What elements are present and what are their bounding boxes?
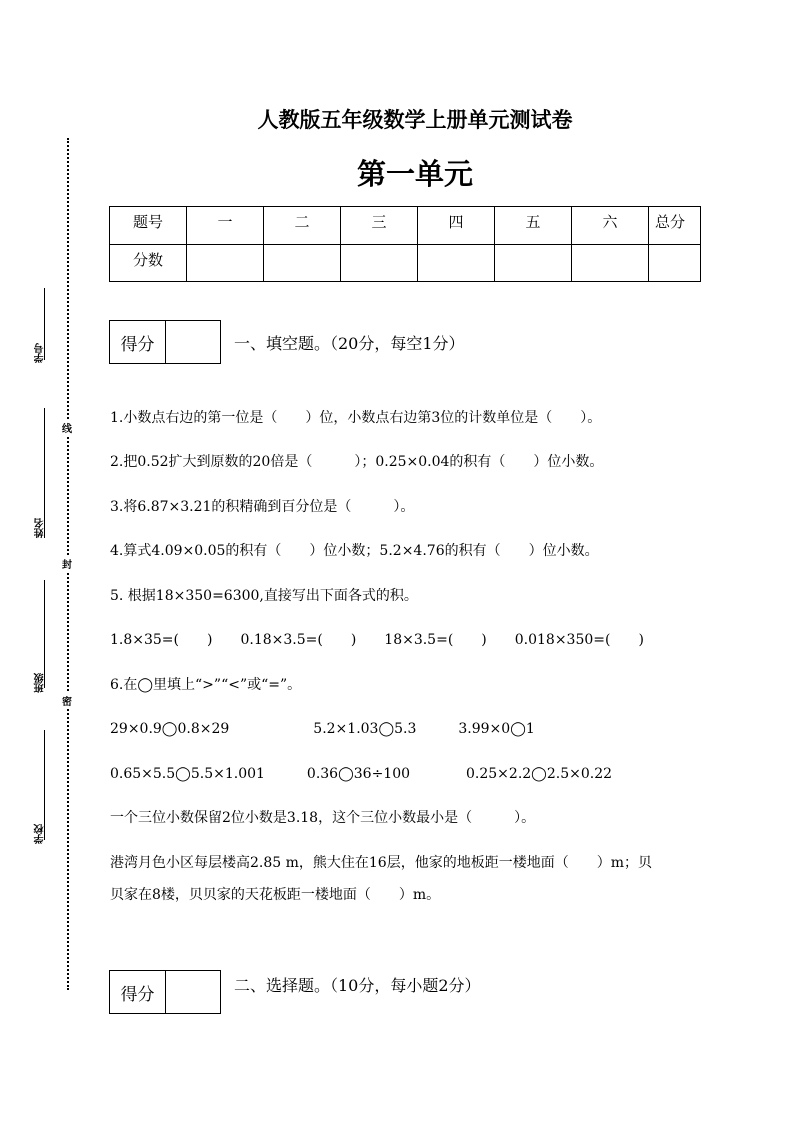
fold-mark-line: 线 xyxy=(62,420,72,435)
question-5-items: 1.8×35=( ) 0.18×3.5=( ) 18×3.5=( ) 0.018×350=( ) xyxy=(110,632,644,648)
fold-mark-seal: 封 xyxy=(62,556,72,571)
score-input-cell[interactable] xyxy=(418,244,495,282)
score-input-cell[interactable] xyxy=(649,244,701,282)
side-label-class: 班级 xyxy=(35,673,46,693)
section1-score-input[interactable] xyxy=(166,321,220,363)
score-table-score-row xyxy=(110,244,701,282)
section1-title: 一、填空题。（20分，每空1分） xyxy=(234,334,465,353)
side-label-student-id: 学号 xyxy=(35,343,46,363)
side-label-name: 姓名 xyxy=(35,518,46,538)
section1-score-label: 得分 xyxy=(110,321,166,363)
unit-title: 第一单元 xyxy=(356,157,473,191)
score-table-header-row xyxy=(110,207,701,245)
question-2: 2.把0.52扩大到原数的20倍是（ ）；0.25×0.04的积有（ ）位小数。 xyxy=(110,454,604,470)
question-8-line-1: 港湾月色小区每层楼高2.85 m，熊大住在16层，他家的地板距一楼地面（ ）m；贝 xyxy=(110,855,652,871)
score-table-cell: 三 xyxy=(341,207,418,245)
question-8-line-2: 贝家在8楼，贝贝家的天花板距一楼地面（ ）m。 xyxy=(110,887,441,903)
score-table-cell: 二 xyxy=(264,207,341,245)
question-6: 6.在◯里填上“>”“<”或“=”。 xyxy=(110,677,302,693)
question-1: 1.小数点右边的第一位是（ ）位，小数点右边第3位的计数单位是（ ）。 xyxy=(110,410,602,426)
score-input-cell[interactable] xyxy=(264,244,341,282)
question-6-row-1: 29×0.9◯0.8×29 5.2×1.03◯5.3 3.99×0◯1 xyxy=(110,721,535,737)
section1-score-box xyxy=(109,320,221,364)
section2-score-box xyxy=(109,970,221,1014)
question-7: 一个三位小数保留2位小数是3.18，这个三位小数最小是（ ）。 xyxy=(110,810,536,826)
score-table-cell: 四 xyxy=(418,207,495,245)
score-table-cell: 分数 xyxy=(110,244,187,282)
fold-mark-secret: 密 xyxy=(62,693,72,708)
side-line-student-id xyxy=(44,288,45,360)
section2-title: 二、选择题。（10分，每小题2分） xyxy=(234,976,481,995)
section2-score-label: 得分 xyxy=(110,971,166,1013)
question-4: 4.算式4.09×0.05的积有（ ）位小数；5.2×4.76的积有（ ）位小数。 xyxy=(110,543,599,559)
question-6-row-2: 0.65×5.5◯5.5×1.001 0.36◯36÷100 0.25×2.2◯2.5×0.22 xyxy=(110,766,613,782)
section2-score-input[interactable] xyxy=(166,971,220,1013)
question-3: 3.将6.87×3.21的积精确到百分位是（ ）。 xyxy=(110,499,415,515)
side-line-school xyxy=(44,730,45,840)
score-table-cell: 总分 xyxy=(649,207,701,245)
side-label-school: 学校 xyxy=(35,824,46,844)
side-line-class xyxy=(44,580,45,688)
score-table-cell: 题号 xyxy=(110,207,187,245)
score-input-cell[interactable] xyxy=(495,244,572,282)
score-input-cell[interactable] xyxy=(187,244,264,282)
document-title: 人教版五年级数学上册单元测试卷 xyxy=(257,107,573,132)
score-table-cell: 五 xyxy=(495,207,572,245)
question-5: 5. 根据18×350=6300,直接写出下面各式的积。 xyxy=(110,588,418,604)
score-table-cell: 一 xyxy=(187,207,264,245)
score-table-cell: 六 xyxy=(572,207,649,245)
side-line-name xyxy=(44,408,45,538)
score-table xyxy=(109,206,701,282)
score-input-cell[interactable] xyxy=(572,244,649,282)
score-input-cell[interactable] xyxy=(341,244,418,282)
